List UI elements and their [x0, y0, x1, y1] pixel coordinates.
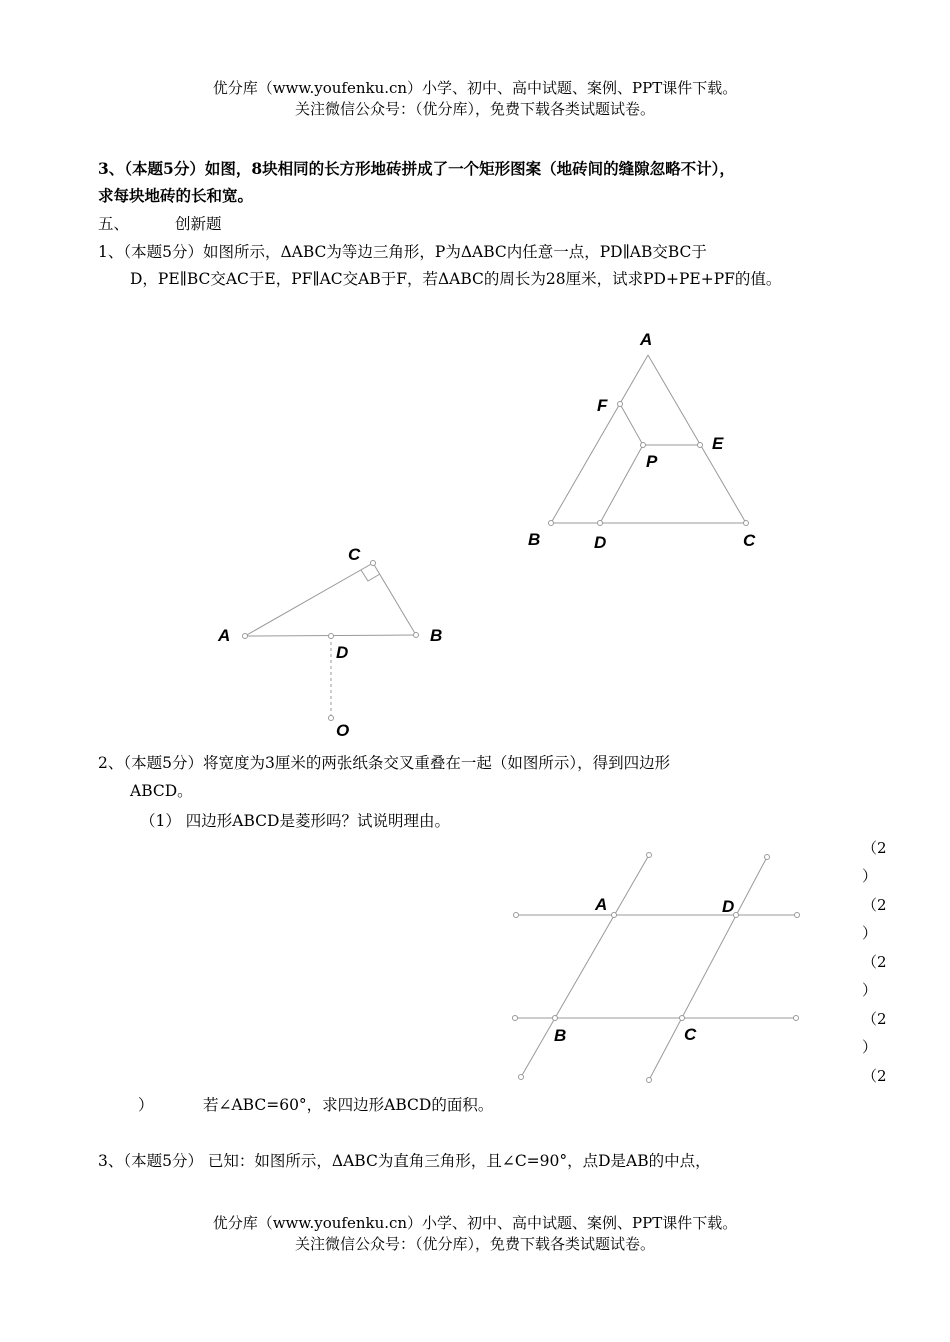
point-f	[618, 402, 623, 407]
label-c: C	[348, 545, 361, 564]
q2-sub-2-close-final: ）	[138, 1096, 154, 1114]
point-b	[414, 633, 419, 638]
segment-pf	[620, 404, 643, 445]
rhombus-figure	[513, 853, 800, 1083]
point-a	[612, 913, 617, 918]
point-d	[329, 634, 334, 639]
strip-line-right	[649, 857, 767, 1080]
label-c: C	[743, 531, 756, 550]
q2-sub-2-open-4: （2	[862, 1010, 887, 1028]
point-p	[641, 443, 646, 448]
side-ac	[245, 563, 373, 636]
label-b: B	[528, 530, 541, 549]
point-o	[329, 716, 334, 721]
point-a	[243, 634, 248, 639]
point-c	[680, 1016, 685, 1021]
strip-line-left	[521, 855, 649, 1077]
q2-sub-2-close-1: ）	[862, 867, 878, 885]
q2-sub-2-open-1: （2	[862, 839, 887, 857]
page-header-line-2: 关注微信公众号：（优分库），免费下载各类试题试卷。	[294, 100, 655, 118]
q2-line-1: 2、（本题5分）将宽度为3厘米的两张纸条交叉重叠在一起（如图所示），得到四边形	[98, 754, 671, 772]
label-e: E	[712, 434, 724, 453]
page-footer-line-1: 优分库（www.youfenku.cn）小学、初中、高中试题、案例、PPT课件下载。	[212, 1214, 738, 1232]
label-a: A	[218, 626, 231, 645]
q3-top-line-1: 3、（本题5分）如图，8块相同的长方形地砖拼成了一个矩形图案（地砖间的缝隙忽略不计），	[98, 159, 735, 178]
q2-sub-2-close-4: ）	[862, 1038, 878, 1056]
label-c: C	[684, 1025, 697, 1044]
q2-sub-2-open-5: （2	[862, 1067, 887, 1085]
label-o: O	[336, 721, 350, 740]
q1-line-1: 1、（本题5分）如图所示，ΔABC为等边三角形，P为ΔABC内任意一点，PD∥AB交BC于	[98, 243, 707, 261]
label-d: D	[722, 897, 735, 916]
q3-bottom-line-1: 3、（本题5分） 已知：如图所示，ΔABC为直角三角形，且∠C=90°，点D是AB的中点，	[98, 1152, 711, 1170]
label-p: P	[646, 452, 658, 471]
label-b: B	[430, 626, 443, 645]
q2-sub-1: （1） 四边形ABCD是菱形吗？试说明理由。	[140, 812, 450, 830]
point-b	[549, 521, 554, 526]
q2-sub-2-open-2: （2	[862, 896, 887, 914]
right-angle-marker	[361, 570, 380, 581]
point-b	[553, 1016, 558, 1021]
label-d: D	[336, 643, 349, 662]
label-b: B	[554, 1026, 567, 1045]
page-header-line-1: 优分库（www.youfenku.cn）小学、初中、高中试题、案例、PPT课件下载。	[212, 79, 738, 97]
section-number: 五、	[98, 215, 130, 233]
point-c	[744, 521, 749, 526]
point-c	[371, 561, 376, 566]
point-d	[598, 521, 603, 526]
label-f: F	[597, 396, 608, 415]
page-footer-line-2: 关注微信公众号：（优分库），免费下载各类试题试卷。	[294, 1235, 655, 1253]
q2-line-2: ABCD。	[130, 782, 193, 800]
q2-sub-2: 若∠ABC=60°，求四边形ABCD的面积。	[203, 1096, 494, 1114]
side-ab	[551, 355, 648, 523]
segment-pd	[600, 445, 643, 523]
label-a: A	[640, 330, 653, 349]
point-e	[698, 443, 703, 448]
q3-top-line-2: 求每块地砖的长和宽。	[98, 186, 254, 205]
q1-line-2: D，PE∥BC交AC于E，PF∥AC交AB于F，若ΔABC的周长为28厘米，试求PD+PE+PF的值。	[130, 270, 782, 288]
side-ac	[648, 355, 746, 523]
right-triangle-figure	[243, 561, 419, 721]
label-a: A	[595, 895, 608, 914]
q2-sub-2-close-3: ）	[862, 981, 878, 999]
label-d: D	[594, 533, 607, 552]
section-title: 创新题	[175, 215, 222, 233]
q2-sub-2-open-3: （2	[862, 953, 887, 971]
q2-sub-2-close-2: ）	[862, 924, 878, 942]
